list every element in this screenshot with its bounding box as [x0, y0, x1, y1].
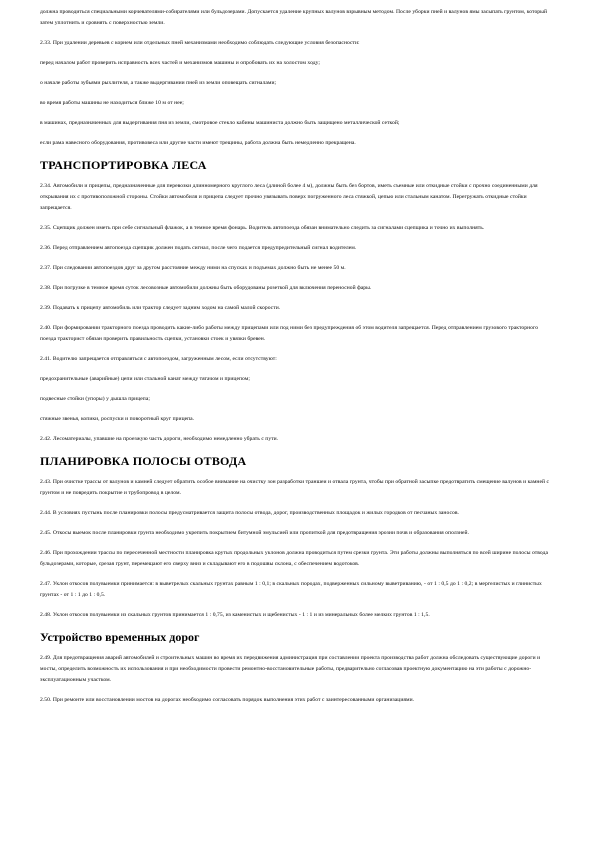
paragraph: 2.39. Подавать к прицепу автомобиль или трактор следует задним ходом на самой малой скорости.: [40, 305, 281, 311]
section-heading-temporary-roads: Устройство временных дорог: [40, 630, 200, 644]
paragraph: 2.45. Откосы выемок после планировки грунта необходимо укрепить покрытием битумной эмульсией или пропиткой для предотвращения эрозии почв и образования оползней.: [40, 530, 470, 536]
paragraph: если рама навесного оборудования, противовеса или другие части имеют трещины, работа должна быть немедленно прекращена.: [40, 140, 356, 146]
section-heading-timber-transport: ТРАНСПОРТИРОВКА ЛЕСА: [40, 158, 207, 172]
paragraph: 2.50. При ремонте или восстановлении мостов на дорогах необходимо согласовать порядок выполнения этих работ с заинтересованными организациями.: [40, 697, 415, 703]
paragraph: во время работы машины не находиться ближе 10 м от нее;: [40, 100, 184, 106]
paragraph: 2.40. При формировании тракторного поезда проводить какие-либо работы между прицепами или под ними без предупреждения об этом водителя запрещается. Перед отправлением грузового тракторного поезда тракторист обязан проверить правильность сцепки, установки стоек и увязки бревен.: [40, 325, 539, 342]
paragraph: 2.33. При удалении деревьев с корнем или отдельных пней механизмами необходимо соблюдать следующие условия безопасности:: [40, 40, 360, 46]
paragraph: 2.35. Сцепщик должен иметь при себе сигнальный флажок, а в темное время фонарь. Водитель автопоезда обязан внимательно следить за сигналами сцепщика и точно их выполнять.: [40, 225, 485, 231]
paragraph: 2.47. Уклон откосов полувыемки принимается: в выветрелых скальных грунтах равным 1 : 0,1; в скальных породах, подверженных сильному выветриванию, - от 1 : 0,5 до 1 : 0,2; в мергелистых и глинистых грунтах - от 1 : 1 до 1 : 0,5.: [40, 581, 542, 598]
paragraph: 2.44. В условиях пустынь после планировки полосы предусматривается защита полосы отвода, дорог, производственных площадок и жилых городков от песчаных заносов.: [40, 510, 459, 516]
paragraph: 2.34. Автомобили и прицепы, предназначенные для перевозки длинномерного круглого леса (длиной более 4 м), должны быть без бортов, иметь съемные или откидные стойки с прочно соединенными для открывания их с противоположной стороны. Стойки автомобиля и прицепа следует прочно увязывать поверх погруженного леса стяжкой, цепью или стальным канатом. Перегружать откидные стойки запрещается.: [40, 183, 538, 211]
list-item: стяжные звенья, копики, роспуски и поворотный круг прицепа.: [40, 416, 195, 422]
paragraph: 2.48. Уклон откосов полувыемки из скальных грунтов принимается 1 : 0,75, из каменистых и щебенистых - 1 : 1 и из минеральных более мелких грунтов 1 : 1,5.: [40, 612, 430, 618]
list-item: подвесные стойки (упоры) у дышла прицепа;: [40, 396, 150, 402]
paragraph: 2.43. При очистке трассы от валунов и камней следует обратить особое внимание на очистку зон разработки траншеи и отвала грунта, чтобы при обратной засыпке предотвратить смещение валунов и камней с грунтом и не повредить покрытие и трубопровод в целом.: [40, 479, 550, 496]
paragraph: 2.41. Водителю запрещается отправляться с автопоездом, загруженным лесом, если отсутствуют:: [40, 356, 277, 362]
paragraph: 2.38. При погрузке в темное время суток лесовозные автомобили должны быть оборудованы розеткой для включения переносной фары.: [40, 285, 372, 291]
paragraph: 2.37. При следовании автопоездов друг за другом расстояние между ними на спусках и подъемах должно быть не менее 50 м.: [40, 265, 346, 271]
paragraph: 2.42. Лесоматериалы, упавшие на проезжую часть дороги, необходимо немедленно убрать с пути.: [40, 436, 279, 442]
section-heading-right-of-way-grading: ПЛАНИРОВКА ПОЛОСЫ ОТВОДА: [40, 454, 247, 468]
list-item: предохранительные (аварийные) цепи или стальной канат между тягачом и прицепом;: [40, 376, 250, 382]
paragraph: в машинах, предназначенных для выдергивания пня из земли, смотровое стекло кабины машиниста должно быть защищено металлической сеткой;: [40, 120, 400, 126]
paragraph: о начале работы зубьями рыхлителя, а также выдергивании пней из земли оповещать сигналами;: [40, 80, 277, 86]
paragraph: 2.46. При прохождении трассы по пересеченной местности планировка крутых продольных уклонов должна проводиться путем срезки грунта. Эти работы должны выполняться по всей ширине полосы отвода бульдозерами, которые, срезая грунт, перемещают его сверху вниз и складывают его в подошвы склона, с обеспечением водотоков.: [40, 550, 549, 567]
paragraph: должна проводиться специальными корчевателями-собирателями или бульдозерами. Допускается удаление крупных валунов взрывным методом. После уборки пней и валунов ямы засыпать грунтом, который затем уплотнить и сровнять с поверхностью земли.: [40, 9, 548, 26]
paragraph: 2.49. Для предотвращения аварий автомобилей и строительных машин во время их передвижения администрация при составлении проекта производства работ должна обследовать существующие дороги и мосты, определить возможность их использования и при необходимости провести ремонтно-восстановительные работы, предварительно согласовав проектную документацию на эти работы с дорожно-эксплуатационным участком.: [40, 655, 541, 683]
paragraph: перед началом работ проверить исправность всех частей и механизмов машины и опробовать их на холостом ходу;: [40, 60, 321, 66]
paragraph: 2.36. Перед отправлением автопоезда сцепщик должен подать сигнал, после чего подается предупредительный сигнал водителем.: [40, 245, 357, 251]
